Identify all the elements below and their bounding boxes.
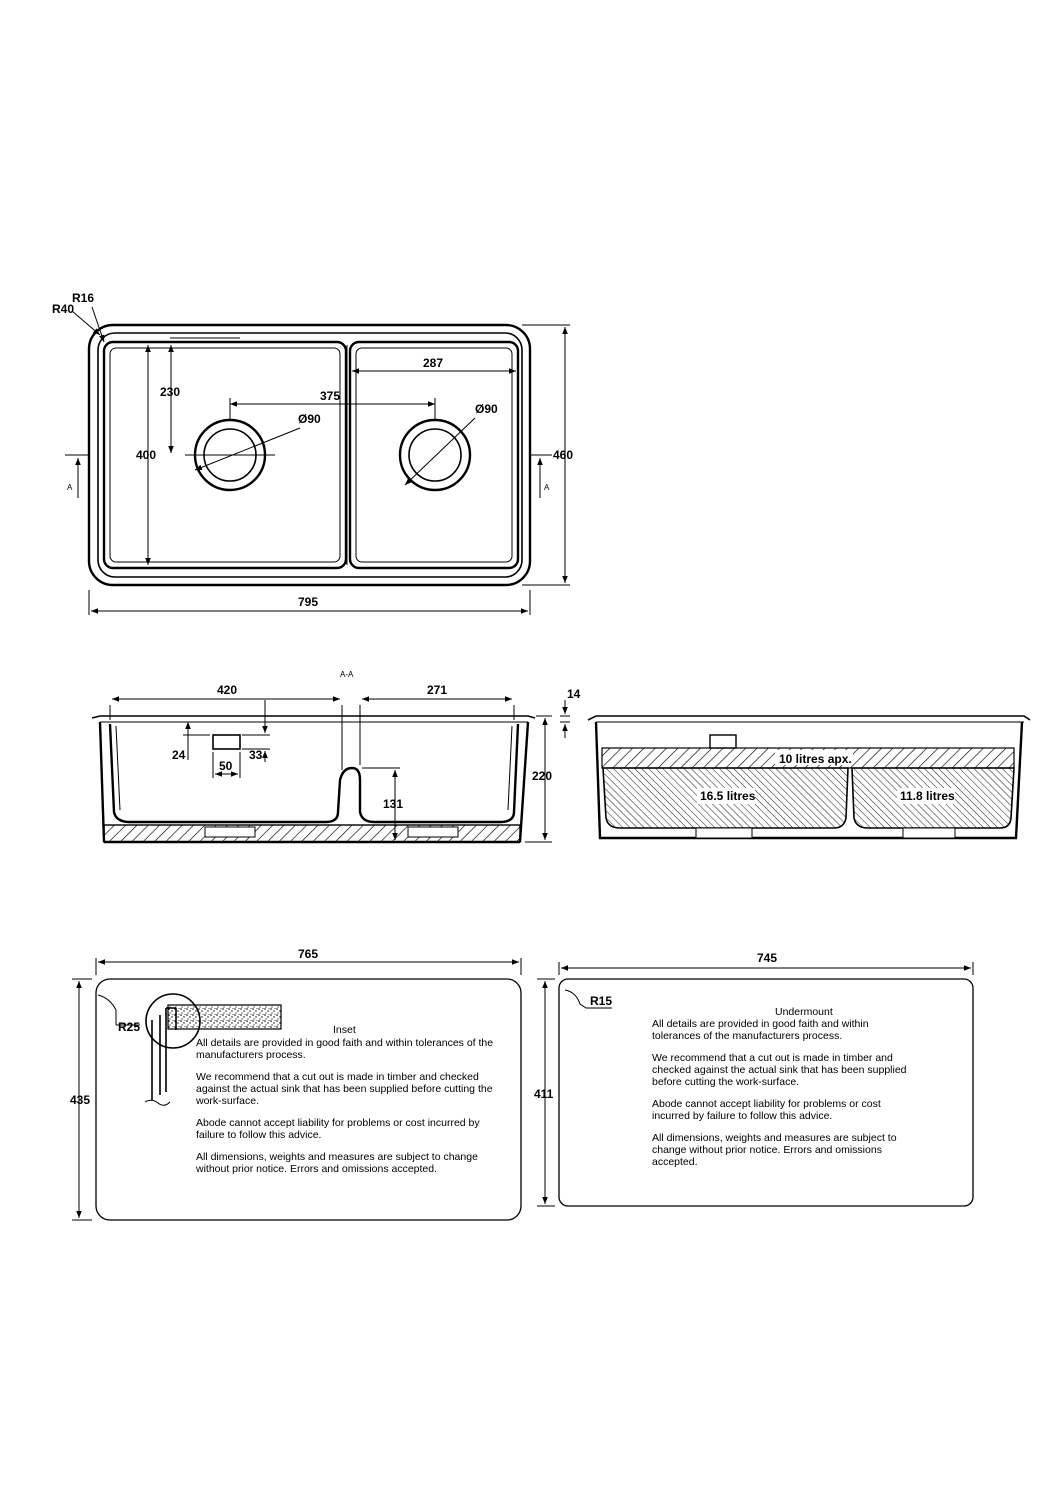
undermount-width-label: 745 xyxy=(757,951,778,965)
dim-24-label: 24 xyxy=(172,748,186,762)
inset-note-line: We recommend that a cut out is made in timber and checked xyxy=(196,1071,479,1083)
dim-33-label: 33 xyxy=(249,748,263,762)
inset-notes xyxy=(195,1037,496,1175)
dim-dia90-left-label: Ø90 xyxy=(298,412,321,426)
plan-view xyxy=(52,291,573,615)
dim-14-label: 14 xyxy=(567,687,581,701)
section-marker-left: A xyxy=(67,483,73,492)
small-bowl-inner xyxy=(356,348,512,562)
undermount-note-line: change without prior notice. Errors and omissions xyxy=(652,1144,882,1156)
undermount-note-line: tolerances of the manufacturers process. xyxy=(652,1030,843,1042)
undermount-note-line: accepted. xyxy=(652,1156,698,1168)
dim-dia90-right-label: Ø90 xyxy=(475,402,498,416)
inset-note-line: without prior notice. Errors and omissions accepted. xyxy=(196,1163,438,1175)
inset-note-line: against the actual sink that has been supplied before cutting the xyxy=(196,1083,493,1095)
section-title: A-A xyxy=(340,670,354,679)
undermount-title: Undermount xyxy=(775,1006,833,1018)
dim-795-label: 795 xyxy=(298,595,319,609)
inset-note-line: work-surface. xyxy=(196,1095,260,1107)
inset-note-text xyxy=(195,1037,496,1175)
inset-note-line: Abode cannot accept liability for problems or cost incurred by xyxy=(196,1117,480,1129)
undermount-note-line: All dimensions, weights and measures are subject to xyxy=(652,1132,897,1144)
inset-height-label: 435 xyxy=(70,1093,91,1107)
dim-220-label: 220 xyxy=(532,769,553,783)
section-marker-right: A xyxy=(544,483,550,492)
inset-title: Inset xyxy=(333,1024,356,1036)
small-bowl-outline xyxy=(350,342,518,568)
section-view xyxy=(92,670,581,842)
undermount-note-text xyxy=(652,1018,909,1168)
inset-cutout xyxy=(70,947,521,1220)
inset-radius-label: R25 xyxy=(118,1020,141,1034)
undermount-note-line: All details are provided in good faith and within xyxy=(652,1018,869,1030)
capacity-view xyxy=(588,716,1030,838)
radius-r16-label: R16 xyxy=(72,291,95,305)
radius-r40-label: R40 xyxy=(52,302,75,316)
sink-outline-inner-rim xyxy=(98,333,522,577)
inset-width-label: 765 xyxy=(298,947,319,961)
dim-375-label: 375 xyxy=(320,389,341,403)
undermount-note-line: incurred by failure to follow this advice. xyxy=(652,1110,833,1122)
large-bowl-volume-label: 16.5 litres xyxy=(700,789,756,803)
undermount-height-label: 411 xyxy=(534,1087,554,1101)
undermount-note-line: before cutting the work-surface. xyxy=(652,1076,800,1088)
overflow-volume-label: 10 litres apx. xyxy=(779,752,852,766)
dim-271-label: 271 xyxy=(427,683,448,697)
undermount-radius-label: R15 xyxy=(590,994,613,1008)
dim-287-label: 287 xyxy=(423,356,444,370)
undermount-notes xyxy=(652,1018,909,1168)
dim-460-label: 460 xyxy=(553,448,574,462)
undermount-note-line: We recommend that a cut out is made in timber and xyxy=(652,1052,893,1064)
dim-420-label: 420 xyxy=(217,683,238,697)
dim-50-label: 50 xyxy=(219,759,233,773)
undermount-note-line: checked against the actual sink that has been supplied xyxy=(652,1064,907,1076)
inset-note-line: All details are provided in good faith and within tolerances of the xyxy=(196,1037,494,1049)
inset-note-line: All dimensions, weights and measures are subject to change xyxy=(196,1151,478,1163)
undermount-cutout xyxy=(534,951,973,1206)
inset-note-line: failure to follow this advice. xyxy=(196,1129,322,1141)
inset-note-line: manufacturers process. xyxy=(196,1049,306,1061)
undermount-note-line: Abode cannot accept liability for problems or cost xyxy=(652,1098,881,1110)
dim-131-label: 131 xyxy=(383,797,404,811)
dim-400-label: 400 xyxy=(136,448,157,462)
small-bowl-volume-label: 11.8 litres xyxy=(900,789,955,803)
dim-230-label: 230 xyxy=(160,385,181,399)
undermount-cutout-outline xyxy=(559,979,973,1206)
overflow-slot xyxy=(213,735,240,749)
